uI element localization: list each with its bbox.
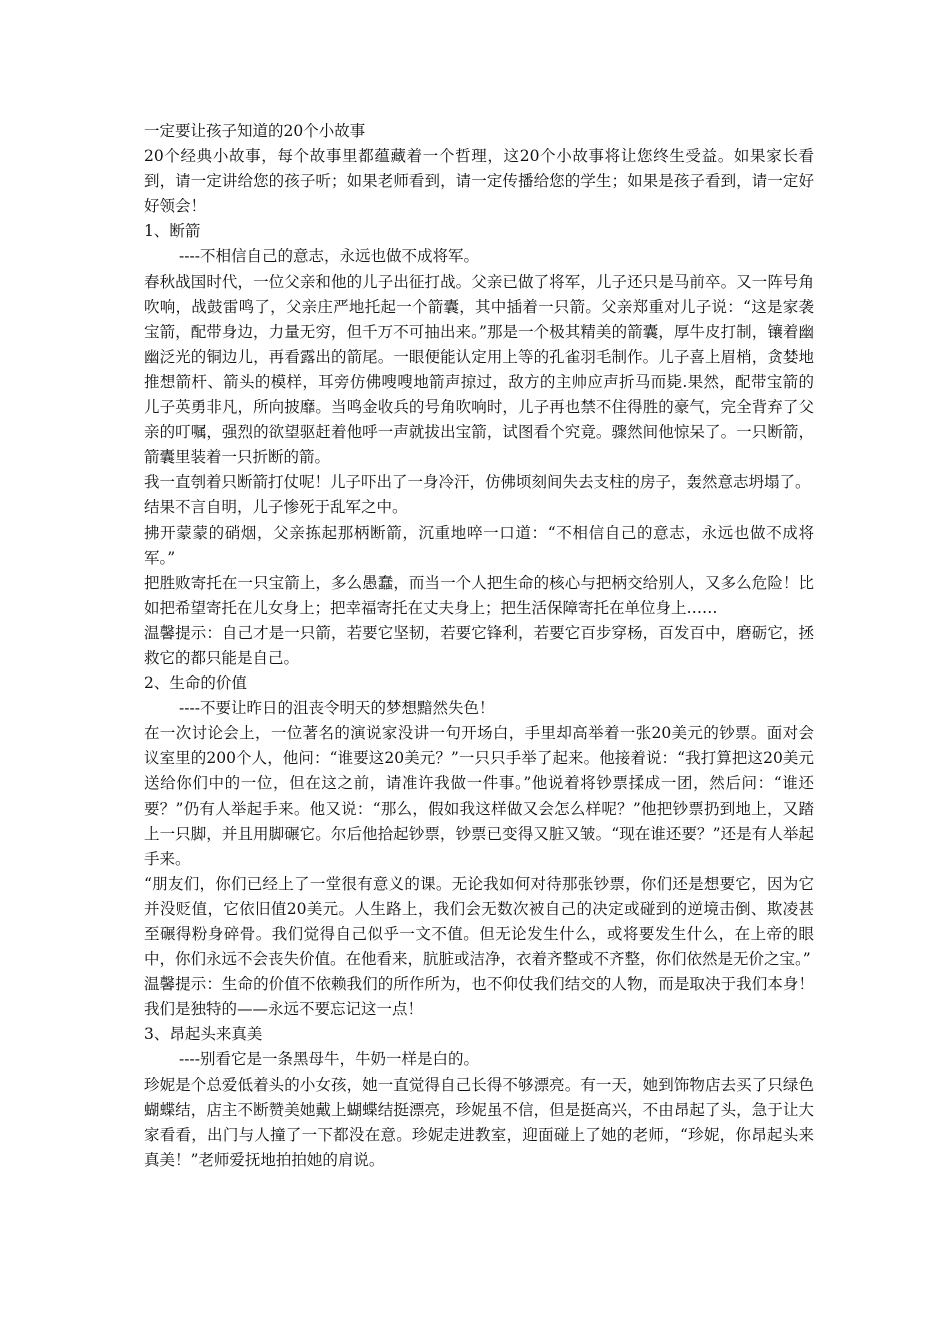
- story-paragraph: 珍妮是个总爱低着头的小女孩，她一直觉得自己长得不够漂亮。有一天，她到饰物店去买了只绿色蝴蝶结，店主不断赞美她戴上蝴蝶结挺漂亮，珍妮虽不信，但是挺高兴，不由昂起了头，急于让大家看看，出门与人撞了一下都没在意。珍妮走进教室，迎面碰上了她的老师，“珍妮，你昂起头来真美！”老师爱抚地拍拍她的肩说。: [144, 1075, 814, 1169]
- story-motto: ----不要让昨日的沮丧令明天的梦想黯然失色！: [179, 699, 495, 718]
- story-heading: 2、生命的价值: [144, 674, 247, 693]
- document-title: 一定要让孩子知道的20个小故事: [144, 122, 366, 140]
- story-tip: 温馨提示：生命的价值不依赖我们的所作所为，也不仰仗我们结交的人物，而是取决于我们本身！我们是独特的——永远不要忘记这一点！: [144, 975, 814, 1019]
- story-paragraph: 在一次讨论会上，一位著名的演说家没讲一句开场白，手里却高举着一张20美元的钞票。面对会议室里的200个人，他问：“谁要这20美元？”一只只手举了起来。他接着说：“我打算把这20美元送给你们中的一位，但在这之前，请准许我做一件事。”他说着将钞票揉成一团，然后问：“谁还要？”仍有人举起手来。他又说：“那么，假如我这样做又会怎么样呢？”他把钞票扔到地上，又踏上一只脚，并且用脚碾它。尔后他拾起钞票，钞票已变得又脏又皱。“现在谁还要？”还是有人举起手来。: [144, 724, 814, 868]
- story-paragraph: “朋友们，你们已经上了一堂很有意义的课。无论我如何对待那张钞票，你们还是想要它，因为它并没贬值，它依旧值20美元。人生路上，我们会无数次被自己的决定或碰到的逆境击倒、欺凌甚至碾得粉身碎骨。我们觉得自己似乎一文不值。但无论发生什么，或将要发生什么，在上帝的眼中，你们永远不会丧失价值。在他看来，肮脏或洁净，衣着齐整或不齐整，你们依然是无价之宝。”: [144, 874, 814, 969]
- story-paragraph: 拂开蒙蒙的硝烟，父亲拣起那柄断箭，沉重地啐一口道：“不相信自己的意志，永远也做不成将军。”: [144, 523, 814, 567]
- story-heading: 1、断箭: [144, 222, 201, 241]
- story-paragraph: 春秋战国时代，一位父亲和他的儿子出征打战。父亲已做了将军，儿子还只是马前卒。又一阵号角吹响，战鼓雷鸣了，父亲庄严地托起一个箭囊，其中插着一只箭。父亲郑重对儿子说：“这是家袭宝箭，配带身边，力量无穷，但千万不可抽出来。”那是一个极其精美的箭囊，厚牛皮打制，镶着幽幽泛光的铜边儿，再看露出的箭尾。一眼便能认定用上等的孔雀羽毛制作。儿子喜上眉梢，贪婪地推想箭杆、箭头的模样，耳旁仿佛嗖嗖地箭声掠过，敌方的主帅应声折马而毙.果然，配带宝箭的儿子英勇非凡，所向披靡。当鸣金收兵的号角吹响时，儿子再也禁不住得胜的豪气，完全背弃了父亲的叮嘱，强烈的欲望驱赶着他呼一声就拔出宝箭，试图看个究竟。骤然间他惊呆了。一只断箭，箭囊里装着一只折断的箭。: [144, 272, 814, 467]
- story-paragraph: 我一直刳着只断箭打仗呢！儿子吓出了一身冷汗，仿佛顷刻间失去支柱的房子，轰然意志坍塌了。: [144, 473, 811, 492]
- story-heading: 3、昂起头来真美: [144, 1025, 263, 1044]
- story-tip: 温馨提示：自己才是一只箭，若要它坚韧，若要它锋利，若要它百步穿杨，百发百中，磨砺它，拯救它的都只能是自己。: [144, 623, 814, 667]
- story-motto: ----不相信自己的意志，永远也做不成将军。: [179, 247, 479, 266]
- document-page: [144, 119, 814, 1173]
- document-intro: 20个经典小故事，每个故事里都蕴藏着一个哲理，这20个小故事将让您终生受益。如果家长看到，请一定讲给您的孩子听；如果老师看到，请一定传播给您的学生；如果是孩子看到，请一定好好领会！: [144, 147, 814, 216]
- story-paragraph: 结果不言自明，儿子惨死于乱军之中。: [144, 498, 408, 517]
- story-paragraph: 把胜败寄托在一只宝箭上，多么愚蠢，而当一个人把生命的核心与把柄交给别人，又多么危险！比如把希望寄托在儿女身上；把幸福寄托在丈夫身上；把生活保障寄托在单位身上……: [144, 573, 814, 617]
- story-motto: ----别看它是一条黑母牛，牛奶一样是白的。: [179, 1050, 479, 1069]
